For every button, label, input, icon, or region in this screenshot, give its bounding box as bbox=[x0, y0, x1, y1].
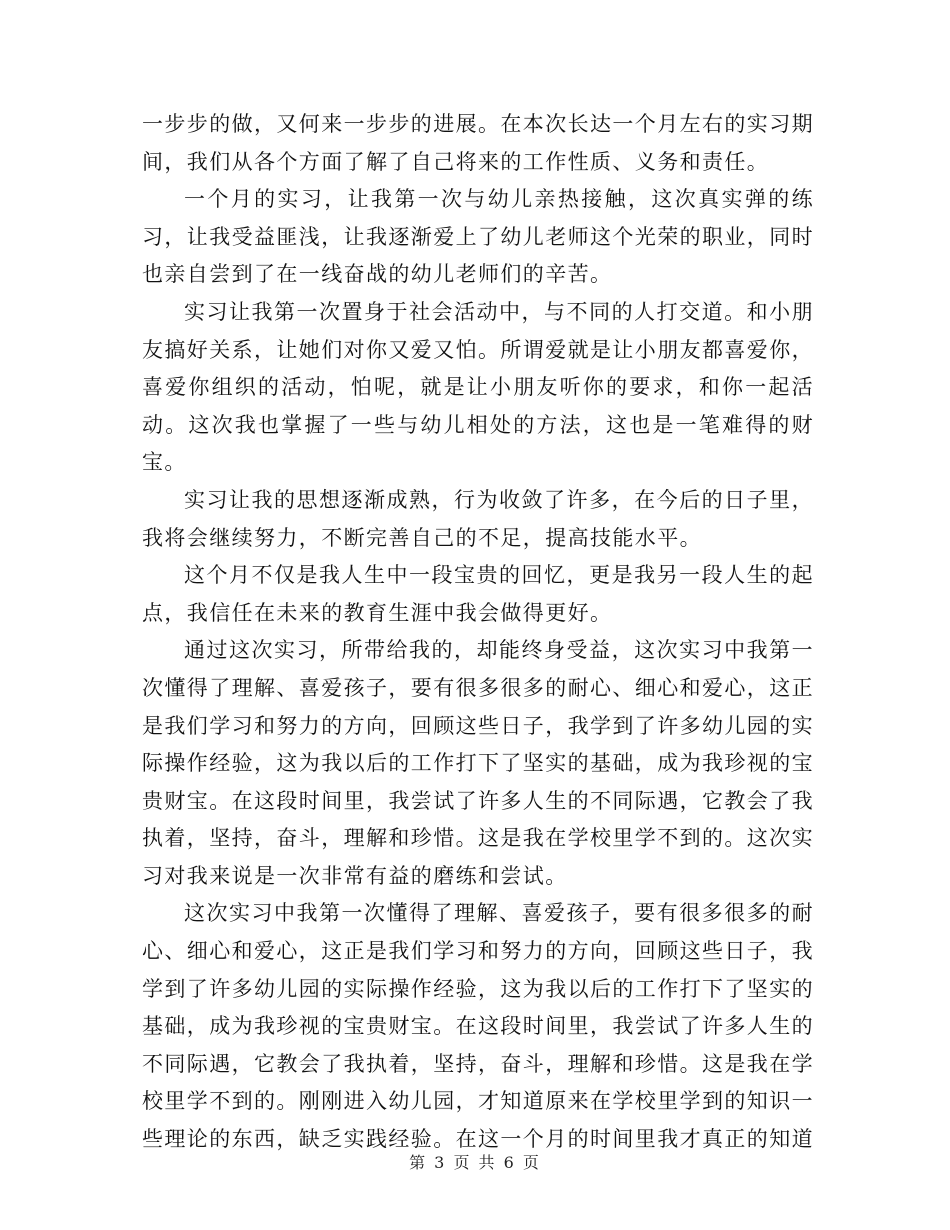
paragraph-7: 这次实习中我第一次懂得了理解、喜爱孩子，要有很多很多的耐心、细心和爱心，这正是我们学习和努力的方向，回顾这些日子，我学到了许多幼儿园的实际操作经验，这为我以后的工作打下了坚实的基础，成为我珍视的宝贵财宝。在这段时间里，我尝试了许多人生的不同际遇，它教会了我执着，坚持，奋斗，理解和珍惜。这是我在学校里学不到的。刚刚进入幼儿园，才知道原来在学校里学到的知识一些理论的东西，缺乏实践经验。在这一个月的时间里我才真正的知道 bbox=[142, 901, 814, 1152]
paragraph-1: 一步步的做，又何来一步步的进展。在本次长达一个月左右的实习期间，我们从各个方面了解了自己将来的工作性质、义务和责任。 bbox=[142, 112, 814, 174]
page-footer bbox=[0, 1150, 950, 1173]
paragraph-3: 实习让我第一次置身于社会活动中，与不同的人打交道。和小朋友搞好关系，让她们对你又爱又怕。所谓爱就是让小朋友都喜爱你，喜爱你组织的活动，怕呢，就是让小朋友听你的要求，和你一起活动。这次我也掌握了一些与幼儿相处的方法，这也是一笔难得的财宝。 bbox=[142, 299, 814, 475]
paragraph-6: 通过这次实习，所带给我的，却能终身受益，这次实习中我第一次懂得了理解、喜爱孩子，要有很多很多的耐心、细心和爱心，这正是我们学习和努力的方向，回顾这些日子，我学到了许多幼儿园的实际操作经验，这为我以后的工作打下了坚实的基础，成为我珍视的宝贵财宝。在这段时间里，我尝试了许多人生的不同际遇，它教会了我执着，坚持，奋斗，理解和珍惜。这是我在学校里学不到的。这次实习对我来说是一次非常有益的磨练和尝试。 bbox=[142, 638, 814, 888]
paragraph-2: 一个月的实习，让我第一次与幼儿亲热接触，这次真实弹的练习，让我受益匪浅，让我逐渐爱上了幼儿老师这个光荣的职业，同时也亲自尝到了在一线奋战的幼儿老师们的辛苦。 bbox=[142, 187, 814, 287]
paragraph-4: 实习让我的思想逐渐成熟，行为收敛了许多，在今后的日子里，我将会继续努力，不断完善自己的不足，提高技能水平。 bbox=[142, 487, 814, 550]
paragraph-5: 这个月不仅是我人生中一段宝贵的回忆，更是我另一段人生的起点，我信任在未来的教育生涯中我会做得更好。 bbox=[142, 563, 814, 625]
page-number: 第 3 页 共 6 页 bbox=[409, 1153, 541, 1172]
document-body bbox=[142, 106, 814, 1159]
